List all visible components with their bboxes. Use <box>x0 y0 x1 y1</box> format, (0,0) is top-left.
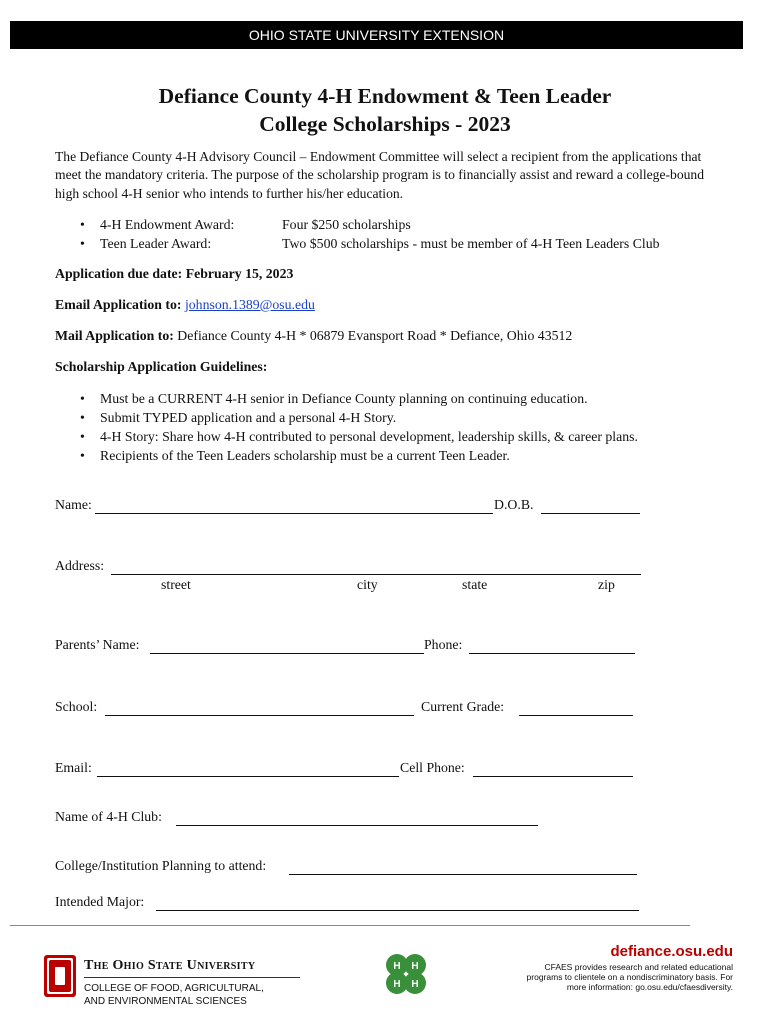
club-field[interactable] <box>176 825 538 826</box>
bullet-icon: • <box>80 217 85 232</box>
email-link[interactable]: johnson.1389@osu.edu <box>184 297 315 312</box>
guideline-text: Submit TYPED application and a personal 4-H Story. <box>100 410 397 425</box>
bullet-icon: • <box>80 429 85 444</box>
clover-letter-tr: H <box>411 961 419 972</box>
clover-letter-br: H <box>411 979 419 990</box>
award-endowment <box>80 217 235 233</box>
name-label: Name: <box>55 497 92 512</box>
mail-address: Defiance County 4-H * 06879 Evansport Road * Defiance, Ohio 43512 <box>177 328 573 343</box>
intro-paragraph: The Defiance County 4-H Advisory Council – Endowment Committee will select a recipient from the applications that meet the mandatory criteria. The purpose of the scholarship program is to financially assist and reward a college-bound high school 4-H senior who intends to further his/her education. <box>55 149 705 201</box>
name-field[interactable] <box>95 513 493 514</box>
college-name-line2: AND ENVIRONMENTAL SCIENCES <box>84 996 247 1007</box>
bullet-icon: • <box>80 391 85 406</box>
bullet-icon: • <box>80 410 85 425</box>
disclaimer-line2: programs to clientele on a nondiscriminatory basis. For <box>526 972 733 982</box>
award-desc: Two $500 scholarships - must be member of 4-H Teen Leaders Club <box>282 236 660 251</box>
award-teen-leader <box>80 236 212 252</box>
major-field[interactable] <box>156 910 639 911</box>
guideline-item <box>80 391 588 407</box>
grade-field[interactable] <box>519 715 633 716</box>
email-field[interactable] <box>97 776 399 777</box>
zip-caption: zip <box>598 577 615 592</box>
guideline-item <box>80 448 510 464</box>
osu-logo-icon <box>44 955 76 997</box>
dob-label: D.O.B. <box>494 497 534 512</box>
guideline-item <box>80 410 397 426</box>
email-application <box>55 297 315 313</box>
four-h-clover-icon <box>383 951 429 997</box>
address-label: Address: <box>55 558 105 573</box>
guideline-item <box>80 429 638 445</box>
due-date: Application due date: February 15, 2023 <box>55 266 294 281</box>
award-name: Teen Leader Award: <box>100 236 212 251</box>
college-label: College/Institution Planning to attend: <box>55 858 267 873</box>
guideline-text: 4-H Story: Share how 4-H contributed to personal development, leadership skills, & career plans. <box>100 429 638 444</box>
guidelines-heading: Scholarship Application Guidelines: <box>55 359 268 374</box>
college-name-line1: COLLEGE OF FOOD, AGRICULTURAL, <box>84 983 264 994</box>
disclaimer-line1: CFAES provides research and related educational <box>544 962 733 972</box>
clover-letter-tl: H <box>393 961 401 972</box>
award-name: 4-H Endowment Award: <box>100 217 235 232</box>
city-caption: city <box>357 577 378 592</box>
footer-divider <box>10 925 690 926</box>
clover-letter-bl: H <box>393 979 401 990</box>
guideline-text: Recipients of the Teen Leaders scholarship must be a current Teen Leader. <box>100 448 510 463</box>
address-field[interactable] <box>111 574 641 575</box>
website-link[interactable]: defiance.osu.edu <box>610 943 733 960</box>
page-subtitle: College Scholarships - 2023 <box>259 112 511 136</box>
school-label: School: <box>55 699 98 714</box>
bullet-icon: • <box>80 448 85 463</box>
award-desc: Four $250 scholarships <box>282 217 411 232</box>
college-field[interactable] <box>289 874 637 875</box>
cell-field[interactable] <box>473 776 633 777</box>
wordmark-divider <box>84 977 300 978</box>
phone-label: Phone: <box>424 637 463 652</box>
club-label: Name of 4-H Club: <box>55 809 162 824</box>
grade-label: Current Grade: <box>421 699 505 714</box>
guideline-text: Must be a CURRENT 4-H senior in Defiance County planning on continuing education. <box>100 391 588 406</box>
email-label: Email: <box>55 760 92 775</box>
osu-wordmark: The Ohio State University <box>84 958 256 973</box>
major-label: Intended Major: <box>55 894 145 909</box>
page-title: Defiance County 4-H Endowment & Teen Leader <box>158 84 612 108</box>
dob-field[interactable] <box>541 513 640 514</box>
parents-field[interactable] <box>150 653 424 654</box>
email-application-label: Email Application to: <box>55 297 182 312</box>
header-banner: OHIO STATE UNIVERSITY EXTENSION <box>10 21 743 49</box>
phone-field[interactable] <box>469 653 635 654</box>
school-field[interactable] <box>105 715 414 716</box>
parents-label: Parents’ Name: <box>55 637 140 652</box>
state-caption: state <box>462 577 488 592</box>
disclaimer-line3: more information: go.osu.edu/cfaesdiversity. <box>566 982 733 992</box>
mail-application-label: Mail Application to: <box>55 328 174 343</box>
bullet-icon: • <box>80 236 85 251</box>
cell-label: Cell Phone: <box>400 760 465 775</box>
mail-application <box>55 328 572 344</box>
street-caption: street <box>161 577 191 592</box>
